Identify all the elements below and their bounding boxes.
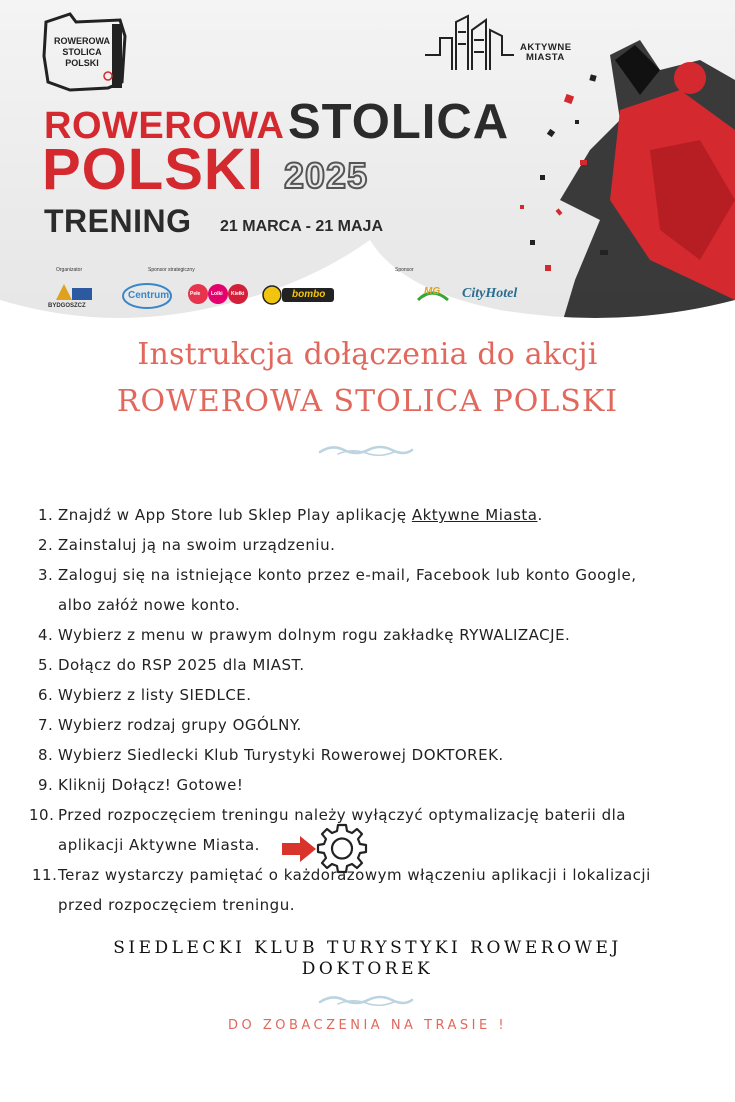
banner-year: 2025 bbox=[284, 155, 369, 196]
wave-ornament-icon bbox=[318, 990, 414, 1010]
rsp-logo-text bbox=[52, 36, 112, 69]
step-text: Dołącz do RSP 2025 dla MIAST. bbox=[58, 656, 305, 674]
step-number: 3. bbox=[38, 566, 54, 584]
club-name-line1: SIEDLECKI KLUB TURYSTYKI ROWEROWEJ bbox=[113, 938, 622, 958]
aktywne-miasta-logo bbox=[520, 43, 572, 63]
centrum-logo: Centrum bbox=[128, 290, 170, 301]
cityhotel-logo: CityHotel bbox=[462, 286, 518, 301]
gear-icon bbox=[316, 822, 368, 874]
step-number: 1. bbox=[38, 506, 54, 524]
banner-dates: 21 MARCA - 21 MAJA bbox=[220, 218, 383, 235]
banner-trening: TRENING bbox=[44, 203, 192, 239]
step-number: 6. bbox=[38, 686, 54, 704]
arrow-right-icon bbox=[282, 836, 316, 862]
strategic-logo-a: Pełe bbox=[190, 291, 201, 297]
step-text bbox=[58, 500, 543, 530]
step-text: Teraz wystarczy pamiętać o każdorazowym włączeniu aplikacji i lokalizacji bbox=[58, 866, 651, 884]
strategic-logo-b: Lolki bbox=[211, 291, 223, 297]
step-text-after: . bbox=[537, 506, 543, 524]
step-text: Zainstaluj ją na swoim urządzeniu. bbox=[58, 536, 336, 554]
step-number: 4. bbox=[38, 626, 54, 644]
banner-title-stolica: STOLICA bbox=[288, 95, 510, 149]
strategic-logo-c: Kiełki bbox=[231, 291, 245, 297]
logo-line2: STOLICA bbox=[62, 47, 102, 57]
step-text-line2: aplikacji Aktywne Miasta. bbox=[58, 836, 260, 854]
am-logo-line1: AKTYWNE bbox=[520, 42, 572, 53]
step-number: 2. bbox=[38, 536, 54, 554]
step-text: Wybierz Siedlecki Klub Turystyki Rowerowej DOKTOREK. bbox=[58, 746, 504, 764]
mg-logo: MG bbox=[424, 286, 441, 297]
wave-ornament-icon bbox=[318, 440, 414, 460]
step-number: 9. bbox=[38, 776, 54, 794]
am-logo-line2: MIASTA bbox=[526, 52, 565, 63]
banner-title-rowerowa: ROWEROWA bbox=[44, 105, 285, 147]
step-text-line2: przed rozpoczęciem treningu. bbox=[58, 896, 295, 914]
step-text: Wybierz rodzaj grupy OGÓLNY. bbox=[58, 716, 302, 734]
club-name-line2: DOKTOREK bbox=[301, 959, 434, 979]
step-text: Kliknij Dołącz! Gotowe! bbox=[58, 776, 244, 794]
step-number: 11. bbox=[32, 866, 58, 884]
instructions-heading-line2: ROWEROWA STOLICA POLSKI bbox=[116, 384, 619, 419]
city-skyline-icon bbox=[425, 16, 514, 70]
organizer-logo: BYDGOSZCZ bbox=[48, 303, 86, 309]
sponsor-label: Sponsor bbox=[395, 267, 414, 273]
step-text: Wybierz z menu w prawym dolnym rogu zakładkę RYWALIZACJE. bbox=[58, 626, 571, 644]
event-banner bbox=[0, 0, 735, 330]
step-number: 7. bbox=[38, 716, 54, 734]
organizer-label: Organizator bbox=[56, 267, 83, 273]
step-number: 5. bbox=[38, 656, 54, 674]
step-text: Zaloguj się na istniejące konto przez e-mail, Facebook lub konto Google, bbox=[58, 566, 637, 584]
farewell-text: DO ZOBACZENIA NA TRASIE ! bbox=[227, 1018, 508, 1033]
aktywne-miasta-link[interactable]: Aktywne Miasta bbox=[411, 506, 538, 524]
strategic-sponsor-label: Sponsor strategiczny bbox=[148, 267, 195, 273]
logo-line1: ROWEROWA bbox=[54, 36, 110, 46]
step-text-before: Znajdź w App Store lub Sklep Play aplikację bbox=[58, 506, 412, 524]
cyclist-illustration bbox=[520, 40, 735, 330]
banner-title-polski: POLSKI bbox=[42, 137, 264, 202]
step-number: 8. bbox=[38, 746, 54, 764]
step-text: Przed rozpoczęciem treningu należy wyłączyć optymalizację baterii dla bbox=[58, 806, 626, 824]
step-number: 10. bbox=[29, 806, 55, 824]
step-text: Wybierz z listy SIEDLCE. bbox=[58, 686, 252, 704]
bombo-logo: bombo bbox=[292, 289, 326, 300]
step-text-line2: albo załóż nowe konto. bbox=[58, 596, 241, 614]
logo-line3: POLSKI bbox=[65, 58, 99, 68]
instructions-heading-line1: Instrukcja dołączenia do akcji bbox=[137, 337, 598, 372]
